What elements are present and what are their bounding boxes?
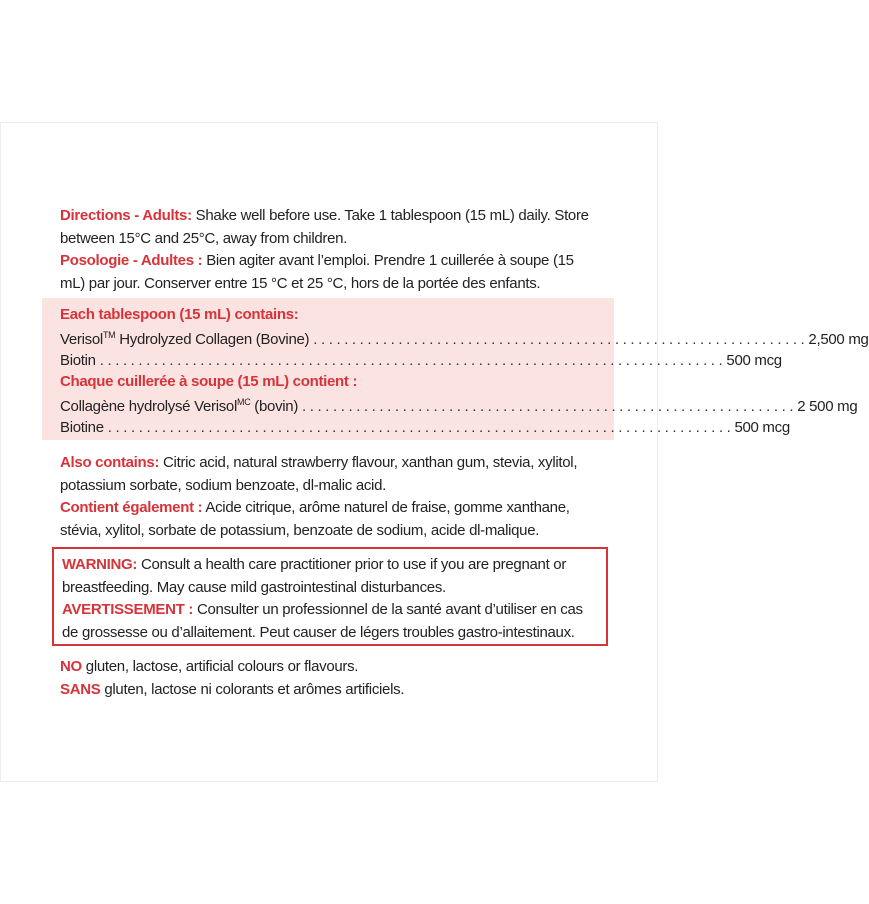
directions-en-label: Directions - Adults: — [60, 207, 192, 224]
warning-en-text: Consult a health care practitioner prior to use if you are pregnant or breastfeeding. May cause mild gastrointestinal disturbances. — [62, 556, 567, 596]
trademark-sup: TM — [102, 330, 116, 340]
directions-fr — [60, 250, 600, 295]
also-fr-text: Acide citrique, arôme naturel de fraise, gomme xanthane, stévia, xylitol, sorbate de potassium, benzoate de sodium, acide dl-malique. — [60, 499, 570, 539]
directions-en — [60, 205, 600, 250]
also-en-label: Also contains: — [60, 454, 160, 471]
directions-section — [60, 205, 600, 295]
warning-fr-text: Consulter un professionnel de la santé avant d’utiliser en cas de grossesse ou d’allaitement. Peut causer de légers troubles gastro-intestinaux. — [62, 601, 583, 641]
warning-box — [52, 547, 608, 646]
leader-dots: . . . . . . . . . . . . . . . . . . . . . . . . . . . . . . . . . . . . . . . . . . . . . . . . . . . . . . . . . . . . . . . . — [313, 331, 805, 348]
also-contains-section — [60, 452, 605, 542]
ingredient-row — [60, 325, 869, 350]
warning-en-label: WARNING: — [62, 556, 138, 573]
ingredient-amount: 2,500 mg — [808, 331, 869, 348]
ingredient-row — [60, 392, 858, 417]
directions-fr-text: Bien agiter avant l’emploi. Prendre 1 cuillerée à soupe (15 mL) par jour. Conserver entre 15 °C et 25 °C, hors de la portée des enfants. — [60, 252, 574, 292]
directions-fr-label: Posologie - Adultes : — [60, 252, 203, 269]
ingredient-amount: 2 500 mg — [797, 398, 858, 415]
ingredient-name: Collagène hydrolysé Verisol — [60, 398, 238, 415]
also-en — [60, 452, 605, 497]
also-fr — [60, 497, 605, 542]
warning-fr-label: AVERTISSEMENT : — [62, 601, 194, 618]
free-from-en-label: NO — [60, 658, 82, 675]
ingredient-name-post: (bovin) — [250, 398, 299, 415]
warning-en — [62, 554, 602, 599]
free-from-fr-label: SANS — [60, 680, 101, 698]
ingredient-name: Verisol — [60, 331, 103, 348]
free-from-fr-text: gluten, lactose ni colorants et arômes artificiels. — [100, 680, 405, 698]
free-from-fr — [60, 679, 605, 702]
leader-dots: . . . . . . . . . . . . . . . . . . . . . . . . . . . . . . . . . . . . . . . . . . . . . . . . . . . . . . . . . . . . . . . . . . . . . . . . . . . . . . . . . — [107, 419, 731, 436]
warning-fr — [62, 599, 602, 644]
ingredient-name: Biotine — [60, 419, 104, 436]
directions-en-text: Shake well before use. Take 1 tablespoon (15 mL) daily. Store between 15°C and 25°C, away from children. — [60, 207, 589, 247]
free-from-en — [60, 656, 605, 679]
also-fr-label: Contient également : — [60, 499, 203, 516]
ingredient-name-post: Hydrolyzed Collagen (Bovine) — [115, 331, 310, 348]
ingredient-row — [60, 417, 790, 438]
ingredients-fr-heading: Chaque cuillerée à soupe (15 mL) contient : — [60, 373, 358, 390]
also-en-text: Citric acid, natural strawberry flavour, xanthan gum, stevia, xylitol, potassium sorbate, sodium benzoate, dl-malic acid. — [60, 454, 578, 494]
ingredient-amount: 500 mcg — [726, 352, 782, 369]
ingredient-amount: 500 mcg — [734, 419, 790, 436]
ingredient-row — [60, 350, 782, 371]
free-from-en-text: gluten, lactose, artificial colours or flavours. — [81, 658, 359, 675]
free-from-section — [60, 656, 605, 701]
ingredient-name: Biotin — [60, 352, 96, 369]
leader-dots: . . . . . . . . . . . . . . . . . . . . . . . . . . . . . . . . . . . . . . . . . . . . . . . . . . . . . . . . . . . . . . . . . . . . . . . . . . . . . . . . . — [99, 352, 723, 369]
leader-dots: . . . . . . . . . . . . . . . . . . . . . . . . . . . . . . . . . . . . . . . . . . . . . . . . . . . . . . . . . . . . . . . . — [302, 398, 794, 415]
trademark-sup: MC — [237, 397, 251, 407]
ingredients-en-heading: Each tablespoon (15 mL) contains: — [60, 306, 299, 323]
ingredients-panel — [42, 298, 869, 440]
